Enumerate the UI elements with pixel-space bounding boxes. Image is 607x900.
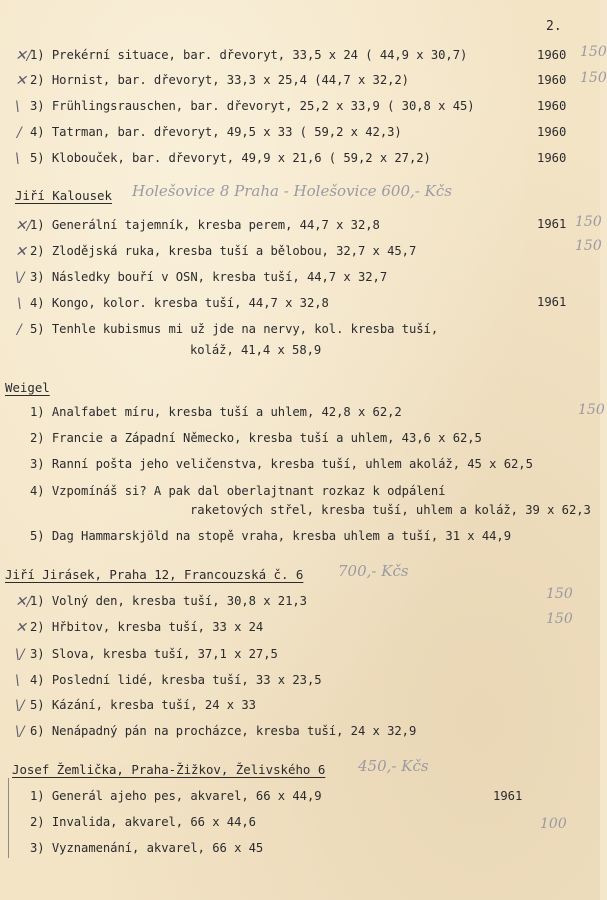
tick-mark: \/ [15,698,25,714]
tick-mark: \ [17,296,22,312]
tick-mark: ✕ [15,620,27,636]
year: 1961 [537,295,567,309]
handwritten-note: 150 [546,611,573,627]
tick-mark: \/ [15,270,25,286]
section-heading: Weigel [5,380,50,395]
handwritten-note: 150 [575,214,602,230]
handwritten-note: 450,- Kčs [358,757,429,775]
year: 1960 [537,125,567,139]
section-heading: Jiří Kalousek [15,188,112,203]
handwritten-note: 150 [575,238,602,254]
tick-mark: \/ [15,724,25,740]
page-number: 2. [546,19,562,34]
list-item: 2) Zlodějská ruka, kresba tuší a bělobou, 32,7 x 45,7 [30,244,417,258]
tick-mark: \ [15,99,20,115]
section-heading: Jiří Jirásek, Praha 12, Francouzská č. 6 [5,567,304,582]
list-item: 1) Generál ajeho pes, akvarel, 66 x 44,9 [30,789,322,803]
list-item: 1) Volný den, kresba tuší, 30,8 x 21,3 [30,594,307,608]
tick-mark: \ [15,673,20,689]
list-item: 1) Analfabet míru, kresba tuší a uhlem, 42,8 x 62,2 [30,405,402,419]
year: 1961 [493,789,523,803]
tick-mark: ✕ [15,244,27,260]
list-item: 2) Hornist, bar. dřevoryt, 33,3 x 25,4 (44,7 x 32,2) [30,73,409,87]
handwritten-note: 150 [580,44,607,60]
section-heading: Josef Žemlička, Praha-Žižkov, Želivského 6 [12,762,326,777]
list-item: 4) Vzpomínáš si? A pak dal oberlajtnant rozkaz k odpálení [30,484,446,498]
list-item: 3) Frühlingsrauschen, bar. dřevoryt, 25,2 x 33,9 ( 30,8 x 45) [30,99,475,113]
year: 1960 [537,48,567,62]
tick-mark: / [17,125,22,141]
year: 1960 [537,151,567,165]
list-item: 3) Ranní pošta jeho veličenstva, kresba tuší, uhlem akoláž, 45 x 62,5 [30,457,533,471]
handwritten-note: 150 [546,586,573,602]
year: 1960 [537,99,567,113]
tick-mark: ✕/ [15,218,32,234]
list-item: 2) Francie a Západní Německo, kresba tuší a uhlem, 43,6 x 62,5 [30,431,482,445]
list-item: 3) Následky bouří v OSN, kresba tuší, 44,7 x 32,7 [30,270,388,284]
tick-mark: \ [15,151,20,167]
list-item-continuation: koláž, 41,4 x 58,9 [190,343,322,357]
list-item: 5) Tenhle kubismus mi už jde na nervy, kol. kresba tuší, [30,322,439,336]
list-item: 4) Poslední lidé, kresba tuší, 33 x 23,5 [30,673,322,687]
handwritten-note: 700,- Kčs [338,562,409,580]
margin-rule [8,778,9,858]
handwritten-note: Holešovice 8 Praha - Holešovice 600,- Kčs [132,182,452,200]
handwritten-note: 150 [578,402,605,418]
tick-mark: / [17,322,22,338]
year: 1961 [537,217,567,231]
list-item: 5) Dag Hammarskjöld na stopě vraha, kresba uhlem a tuší, 31 x 44,9 [30,529,511,543]
tick-mark: ✕ [15,73,27,89]
list-item-continuation: raketových střel, kresba tuší, uhlem a koláž, 39 x 62,3 [190,503,591,517]
list-item: 3) Slova, kresba tuší, 37,1 x 27,5 [30,647,278,661]
list-item: 5) Klobouček, bar. dřevoryt, 49,9 x 21,6 ( 59,2 x 27,2) [30,151,431,165]
tick-mark: ✕/ [15,594,32,610]
tick-mark: \/ [15,647,25,663]
tick-mark: ✕/ [15,48,32,64]
list-item: 2) Hřbitov, kresba tuší, 33 x 24 [30,620,264,634]
list-item: 6) Nenápadný pán na procházce, kresba tuší, 24 x 32,9 [30,724,417,738]
list-item: 5) Kázání, kresba tuší, 24 x 33 [30,698,256,712]
list-item: 1) Generální tajemník, kresba perem, 44,7 x 32,8 [30,218,380,232]
list-item: 4) Tatrman, bar. dřevoryt, 49,5 x 33 ( 59,2 x 42,3) [30,125,402,139]
list-item: 3) Vyznamenání, akvarel, 66 x 45 [30,841,264,855]
handwritten-note: 150 [580,70,607,86]
list-item: 1) Prekérní situace, bar. dřevoryt, 33,5 x 24 ( 44,9 x 30,7) [30,48,468,62]
year: 1960 [537,73,567,87]
list-item: 2) Invalida, akvarel, 66 x 44,6 [30,815,256,829]
list-item: 4) Kongo, kolor. kresba tuší, 44,7 x 32,8 [30,296,329,310]
handwritten-note: 100 [540,816,567,832]
